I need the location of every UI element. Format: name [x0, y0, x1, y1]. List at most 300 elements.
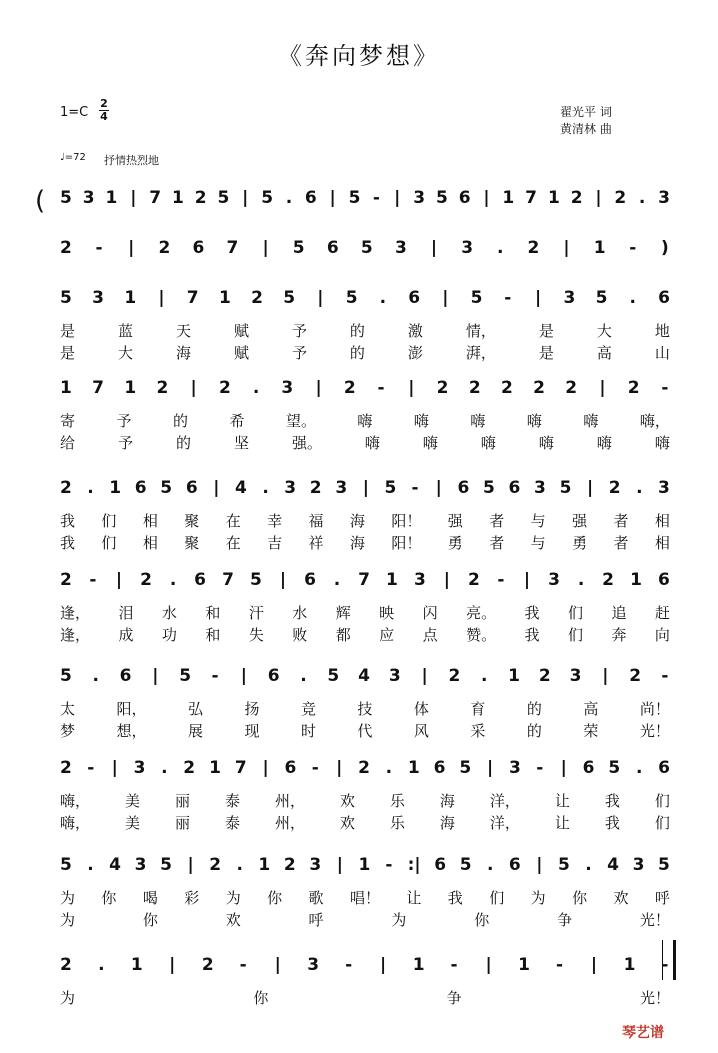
lyric-syllable: 的: [349, 322, 365, 340]
lyric-row: [60, 342, 670, 363]
note: -: [311, 758, 319, 778]
lyric-syllable: 想，: [116, 722, 147, 740]
lyric-syllable: 为: [60, 889, 76, 907]
lyric-row: [60, 987, 670, 1008]
note: 1: [109, 478, 122, 498]
note: 4: [235, 478, 247, 498]
note: 5: [60, 666, 72, 686]
lyric-syllable: 泪: [118, 604, 134, 622]
lyric-row: [60, 432, 670, 453]
lyric-syllable: 水: [161, 604, 177, 622]
lyric-syllable: 者: [489, 512, 505, 530]
note: 2: [183, 758, 196, 778]
note: 3: [569, 666, 582, 686]
barline: |: [483, 188, 490, 208]
note: 2: [565, 378, 578, 398]
lyric-syllable: 在: [225, 512, 241, 530]
note: .: [333, 570, 341, 590]
note: 5: [482, 478, 495, 498]
note: .: [585, 855, 592, 875]
lyric-syllable: 阳！: [391, 534, 422, 552]
lyric-syllable: 是: [60, 322, 76, 340]
barline: |: [599, 378, 606, 398]
lyric-row: [60, 410, 670, 431]
lyric-syllable: 成: [118, 626, 134, 644]
lyric-syllable: 欢: [339, 814, 355, 832]
note: .: [379, 288, 387, 308]
lyric-syllable: 我: [604, 792, 620, 810]
lyric-syllable: 者: [613, 534, 629, 552]
lyric-syllable: 嗨，: [60, 814, 91, 832]
note: 2: [343, 378, 356, 398]
lyric-syllable: 聚: [184, 534, 200, 552]
lyric-syllable: 高: [583, 700, 599, 718]
note: 1: [171, 188, 184, 208]
lyric-syllable: 我: [60, 534, 76, 552]
lyric-syllable: 太: [60, 700, 76, 718]
note: .: [300, 666, 307, 686]
lyric-syllable: 时: [300, 722, 316, 740]
note: 1: [130, 955, 143, 975]
note: .: [577, 570, 585, 590]
note: 7: [226, 238, 239, 258]
note: 1: [124, 378, 137, 398]
lyric-syllable: 希: [229, 412, 245, 430]
lyric-syllable: 美: [124, 814, 140, 832]
notes-row: [60, 955, 670, 979]
note: 7: [186, 288, 199, 308]
barline: |: [408, 378, 415, 398]
lyric-row: [60, 812, 670, 833]
lyric-syllable: 光！: [639, 911, 670, 929]
barline: |: [590, 955, 598, 975]
lyric-syllable: 们: [489, 889, 505, 907]
note: -: [450, 955, 458, 975]
tempo-marking: ♩=72: [60, 152, 86, 163]
lyric-syllable: 海: [349, 534, 365, 552]
lyric-syllable: 辉: [335, 604, 351, 622]
lyric-row: [60, 602, 670, 623]
notes-row: [60, 478, 670, 502]
lyric-syllable: 海: [439, 792, 455, 810]
lyric-syllable: 赋: [233, 322, 249, 340]
note: 5: [658, 855, 670, 875]
note: 2: [209, 855, 222, 875]
note: .: [161, 758, 168, 778]
barline: |: [394, 188, 401, 208]
lyric-row: [60, 320, 670, 341]
lyric-syllable: 州，: [274, 792, 305, 810]
lyric-syllable: 我: [604, 814, 620, 832]
note: -: [372, 188, 380, 208]
note: .: [638, 188, 646, 208]
lyric-syllable: 你: [572, 889, 588, 907]
note: 3: [509, 758, 521, 778]
notes-row: [60, 188, 670, 212]
note: 2: [629, 666, 642, 686]
notes-row: [60, 666, 670, 690]
intro-open-paren: (: [35, 186, 46, 216]
note: .: [92, 666, 99, 686]
note: .: [385, 758, 393, 778]
lyric-syllable: 让: [554, 814, 570, 832]
note: 5: [283, 288, 296, 308]
note: 4: [358, 666, 370, 686]
lyric-syllable: 予: [291, 344, 307, 362]
lyric-syllable: 强: [447, 512, 463, 530]
lyric-syllable: 为: [530, 889, 546, 907]
lyric-syllable: 勇: [572, 534, 588, 552]
note: 1: [258, 855, 271, 875]
note: 1: [518, 955, 530, 975]
note: 6: [508, 855, 521, 875]
note: 1: [412, 955, 425, 975]
barline: |: [130, 188, 137, 208]
note: 5: [559, 478, 572, 498]
note: 5: [217, 188, 230, 208]
lyric-syllable: 们: [567, 626, 583, 644]
lyric-syllable: 激: [407, 322, 423, 340]
note: 7: [222, 570, 234, 590]
lyric-syllable: 我: [447, 889, 463, 907]
lyric-syllable: 强: [572, 512, 588, 530]
barline: |: [317, 288, 324, 308]
barline: |: [485, 955, 492, 975]
lyric-syllable: 予: [116, 412, 132, 430]
lyric-syllable: 争: [446, 989, 462, 1007]
lyric-syllable: 追: [611, 604, 627, 622]
lyric-syllable: 你: [101, 889, 117, 907]
lyric-syllable: 的: [175, 434, 191, 452]
note: 1: [105, 188, 118, 208]
note: -: [661, 378, 669, 398]
lyric-syllable: 是: [538, 322, 554, 340]
note: 2: [468, 570, 480, 590]
lyric-syllable: 嗨: [480, 434, 496, 452]
note: 5: [261, 188, 274, 208]
notes-row: [60, 378, 670, 402]
note: .: [636, 478, 643, 498]
note: 2: [283, 855, 296, 875]
note: .: [87, 478, 94, 498]
barline: |: [602, 666, 609, 686]
note: 2: [358, 758, 370, 778]
barline: |: [279, 570, 287, 590]
note: 5: [595, 288, 608, 308]
lyric-syllable: 赶: [654, 604, 670, 622]
note: 2: [448, 666, 461, 686]
note: 3: [461, 238, 474, 258]
barline: |: [242, 188, 249, 208]
note: 5: [160, 478, 173, 498]
lyric-syllable: 你: [474, 911, 490, 929]
lyric-syllable: 代: [357, 722, 373, 740]
note: 4: [109, 855, 121, 875]
note: 6: [457, 478, 470, 498]
time-signature: [98, 98, 110, 123]
barline: |: [190, 378, 197, 398]
lyric-syllable: 呼: [308, 911, 324, 929]
note: -: [536, 758, 544, 778]
lyric-syllable: 赞。: [466, 626, 497, 644]
note: 6: [304, 188, 317, 208]
note: .: [285, 188, 293, 208]
lyric-syllable: 洋，: [489, 792, 520, 810]
lyric-syllable: 逢，: [60, 604, 91, 622]
lyric-syllable: 嗨: [364, 434, 380, 452]
note: -: [377, 378, 385, 398]
lyric-syllable: 予: [291, 322, 307, 340]
note: 3: [82, 188, 95, 208]
note: -: [89, 570, 97, 590]
barline: |: [187, 855, 194, 875]
note: 2: [627, 378, 640, 398]
note: 1: [124, 288, 137, 308]
final-barline: [662, 940, 676, 980]
lyric-syllable: 寄: [60, 412, 76, 430]
barline: |: [442, 288, 449, 308]
note: 6: [119, 666, 132, 686]
note: 1: [386, 570, 398, 590]
note: 6: [658, 758, 670, 778]
lyric-syllable: 都: [335, 626, 351, 644]
note: 6: [582, 758, 595, 778]
lyric-syllable: 点: [422, 626, 438, 644]
note: -: [497, 570, 505, 590]
note: .: [252, 378, 260, 398]
lyric-row: [60, 887, 670, 908]
note: -: [345, 955, 353, 975]
lyric-syllable: 为: [225, 889, 241, 907]
note: 5: [292, 238, 305, 258]
lyric-syllable: 呼: [654, 889, 670, 907]
note: 2: [608, 478, 621, 498]
barline: |: [421, 666, 428, 686]
note: .: [497, 238, 504, 258]
lyric-row: [60, 532, 670, 553]
notes-row: [60, 855, 670, 879]
note: 6: [658, 570, 670, 590]
note: 2: [201, 955, 214, 975]
lyric-syllable: 者: [489, 534, 505, 552]
lyric-syllable: 扬: [244, 700, 260, 718]
note: 6: [267, 666, 280, 686]
lyric-syllable: 高: [596, 344, 612, 362]
lyric-syllable: 应: [379, 626, 395, 644]
note: 2: [309, 478, 322, 498]
note: 3: [281, 378, 294, 398]
note: :|: [407, 855, 421, 875]
note: -: [661, 955, 669, 975]
note: 3: [133, 758, 146, 778]
lyric-syllable: 嗨: [654, 434, 670, 452]
note: ): [661, 238, 669, 258]
note: .: [262, 478, 269, 498]
note: 6: [434, 855, 447, 875]
lyric-syllable: 阳，: [116, 700, 147, 718]
note: 3: [632, 855, 645, 875]
note: 5: [348, 188, 361, 208]
key-signature: 1=C: [60, 105, 89, 120]
note: .: [629, 288, 636, 308]
lyric-syllable: 相: [142, 512, 158, 530]
note: 1: [623, 955, 636, 975]
lyric-syllable: 风: [413, 722, 429, 740]
lyric-syllable: 祥: [308, 534, 324, 552]
lyric-syllable: 为: [391, 911, 407, 929]
barline: |: [152, 666, 159, 686]
lyric-syllable: 勇: [447, 534, 463, 552]
note: 1: [60, 378, 72, 398]
lyric-syllable: 育: [470, 700, 486, 718]
lyric-syllable: 嗨: [470, 412, 486, 430]
lyricist: 翟光平 词: [560, 105, 612, 119]
note: 6: [185, 478, 198, 498]
note: 7: [234, 758, 247, 778]
lyric-syllable: 和: [205, 604, 221, 622]
note: 3: [413, 188, 426, 208]
note: 5: [60, 288, 72, 308]
lyric-syllable: 为: [60, 989, 76, 1007]
lyric-syllable: 亮。: [466, 604, 497, 622]
note: 2: [194, 188, 207, 208]
barline: |: [536, 855, 543, 875]
barline: |: [262, 238, 269, 258]
note: -: [411, 478, 419, 498]
note: 7: [358, 570, 370, 590]
barline: |: [128, 238, 135, 258]
barline: |: [336, 855, 343, 875]
note: 3: [563, 288, 576, 308]
lyric-syllable: 蓝: [117, 322, 133, 340]
note: 1: [218, 288, 231, 308]
note: 1: [407, 758, 420, 778]
barline: |: [111, 758, 118, 778]
note: 3: [307, 955, 320, 975]
lyric-syllable: 嗨: [538, 434, 554, 452]
lyric-syllable: 们: [101, 512, 117, 530]
lyric-syllable: 功: [161, 626, 177, 644]
note: 2: [468, 378, 481, 398]
lyric-syllable: 望。: [285, 412, 316, 430]
lyric-syllable: 嗨: [526, 412, 542, 430]
note: -: [87, 758, 95, 778]
note: 5: [250, 570, 262, 590]
note: 2: [60, 955, 72, 975]
lyric-syllable: 坚: [233, 434, 249, 452]
note: 2: [436, 378, 449, 398]
lyric-syllable: 吉: [267, 534, 283, 552]
note: 5: [60, 188, 72, 208]
lyric-syllable: 泰: [224, 814, 240, 832]
note: .: [169, 570, 177, 590]
note: -: [95, 238, 103, 258]
note: 5: [384, 478, 397, 498]
note: 2: [533, 378, 545, 398]
lyric-syllable: 嗨: [357, 412, 373, 430]
note: 5: [459, 855, 472, 875]
lyric-syllable: 喝: [142, 889, 158, 907]
lyric-syllable: 唱！: [349, 889, 380, 907]
lyric-row: [60, 790, 670, 811]
note: 6: [458, 188, 471, 208]
note: 6: [408, 288, 421, 308]
lyric-syllable: 相: [142, 534, 158, 552]
lyric-syllable: 彩: [184, 889, 200, 907]
meter-top: 2: [100, 97, 108, 110]
lyric-syllable: 山: [654, 344, 670, 362]
lyric-row: [60, 909, 670, 930]
note: 3: [335, 478, 348, 498]
lyric-row: [60, 720, 670, 741]
lyric-syllable: 你: [267, 889, 283, 907]
lyric-syllable: 嗨，: [60, 792, 91, 810]
lyric-syllable: 州，: [274, 814, 305, 832]
note: 6: [192, 238, 205, 258]
notes-row: [60, 288, 670, 312]
lyric-syllable: 是: [60, 344, 76, 362]
note: 5: [608, 758, 621, 778]
meter-bottom: 4: [100, 110, 108, 123]
lyric-syllable: 欢: [225, 911, 241, 929]
note: 2: [140, 570, 152, 590]
lyric-syllable: 尚！: [639, 700, 670, 718]
note: -: [555, 955, 564, 975]
lyric-syllable: 的: [172, 412, 188, 430]
lyric-syllable: 嗨，: [639, 412, 670, 430]
note: 3: [394, 238, 407, 258]
note: 6: [326, 238, 339, 258]
notes-row: [60, 758, 670, 782]
note: 5: [435, 188, 448, 208]
note: 2: [538, 666, 551, 686]
barline: |: [563, 238, 570, 258]
note: 6: [134, 478, 147, 498]
note: 2: [60, 570, 72, 590]
lyric-syllable: 光！: [639, 989, 670, 1007]
note: 3: [548, 570, 560, 590]
lyric-syllable: 让: [554, 792, 570, 810]
note: 5: [459, 758, 472, 778]
lyric-syllable: 阳！: [391, 512, 422, 530]
lyric-syllable: 澎: [407, 344, 423, 362]
composer: 黄清林 曲: [560, 122, 612, 136]
note: 5: [470, 288, 483, 308]
note: 3: [134, 855, 147, 875]
note: -: [629, 238, 637, 258]
barline: |: [362, 478, 369, 498]
note: -: [661, 666, 669, 686]
note: 6: [508, 478, 521, 498]
lyric-syllable: 欢: [613, 889, 629, 907]
lyric-syllable: 我: [524, 604, 540, 622]
lyric-syllable: 大: [117, 344, 133, 362]
lyric-syllable: 幸: [267, 512, 283, 530]
note: 2: [156, 378, 169, 398]
lyric-syllable: 奔: [611, 626, 627, 644]
barline: |: [595, 188, 602, 208]
note: 3: [413, 570, 426, 590]
credits: [560, 104, 612, 138]
lyric-syllable: 丽: [174, 792, 190, 810]
note: 7: [92, 378, 104, 398]
note: -: [211, 666, 219, 686]
lyric-syllable: 弘: [187, 700, 203, 718]
barline: |: [329, 188, 336, 208]
notes-row: [60, 238, 670, 262]
note: 2: [60, 758, 72, 778]
barline: |: [380, 955, 387, 975]
